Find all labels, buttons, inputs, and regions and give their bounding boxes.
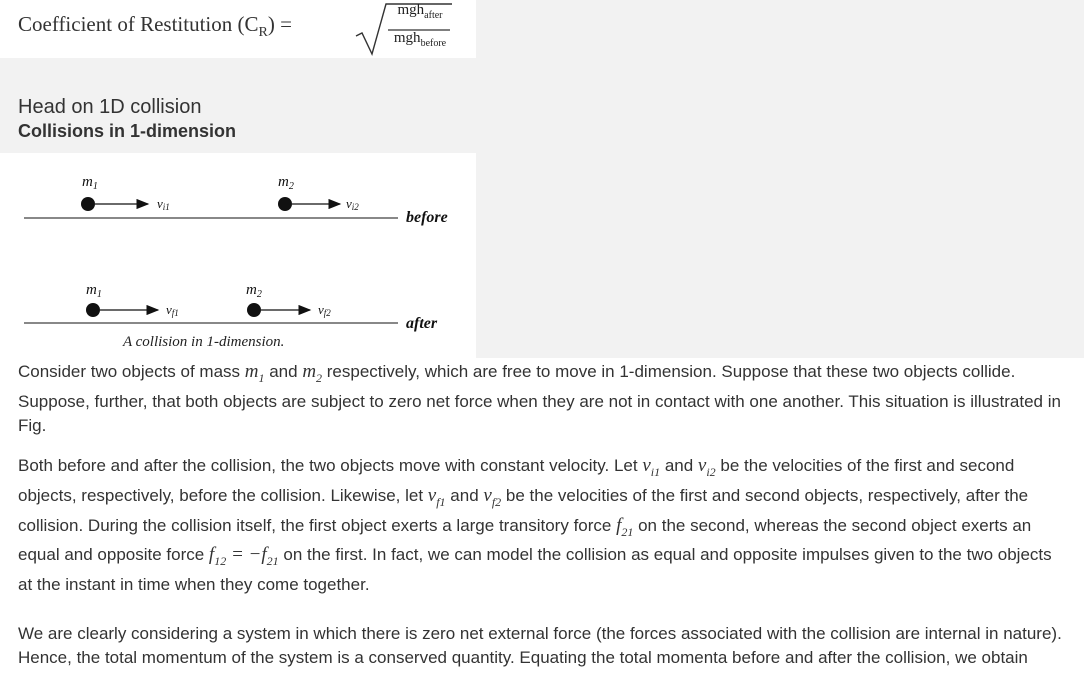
m1-label-after: $m_1$ [86, 282, 102, 300]
formula-numerator: mgh$_{after}$ [397, 2, 443, 21]
after-label: after [406, 315, 438, 332]
mass2-after [247, 303, 261, 317]
figure-caption: A collision in 1-dimension. [123, 334, 285, 350]
vf1-label: vf1 [166, 302, 179, 318]
section-subheading: Collisions in 1-dimension [18, 121, 237, 141]
vi2-label: vi2 [346, 196, 359, 212]
paragraph-2: Both before and after the collision, the two objects move with constant velocity. Let $v_{i1}$ and $v_{i2}$ be the velocities of the first and second objects, respectively, before the collision. Likewise, let $v_{f1}$ and $v_{f2}$ be the velocities of the first and second objects, respectively, after the collision. During the collision itself, the first object exerts a large transitory force $f_{21}$ on the second, whereas the second object exerts an equal and opposite force $f_{12} = -f_{21}$ on the first. In fact, we can model the collision as equal and opposite impulses given to the two objects at the instant in time when they come together. [18, 455, 1052, 595]
m2-label-before: $m_2$ [278, 174, 294, 192]
mass1-after [86, 303, 100, 317]
collision-figure [0, 153, 476, 358]
vf2-label: vf2 [318, 302, 331, 318]
paragraph-1: Consider two objects of mass $m_1$ and $m_2$ respectively, which are free to move in 1-dimension. Suppose that these two objects collide. Suppose, further, that both objects are subject to zero net force when they are not in contact with one another. This situation is illustrated in Fig. [18, 361, 1061, 435]
before-label: before [406, 209, 448, 226]
restitution-formula [18, 0, 476, 58]
m2-label-after: $m_2$ [246, 282, 262, 300]
section-heading: Head on 1D collision [18, 96, 202, 118]
vi1-label: vi1 [157, 196, 170, 212]
formula-label: Coefficient of Restitution $(C_R)$ = [18, 12, 292, 41]
m1-label-before: $m_1$ [82, 174, 98, 192]
top-right-background [476, 0, 1084, 58]
formula-denominator: mgh$_{before}$ [393, 30, 447, 49]
mass2-before [278, 197, 292, 211]
paragraph-3: We are clearly considering a system in which there is zero net external force (the forces associated with the collision are internal in nature). Hence, the total momentum of the system is a conserved quantity. Equating the total momenta before and after the collision, we obtain [18, 624, 1062, 667]
mass1-before [81, 197, 95, 211]
